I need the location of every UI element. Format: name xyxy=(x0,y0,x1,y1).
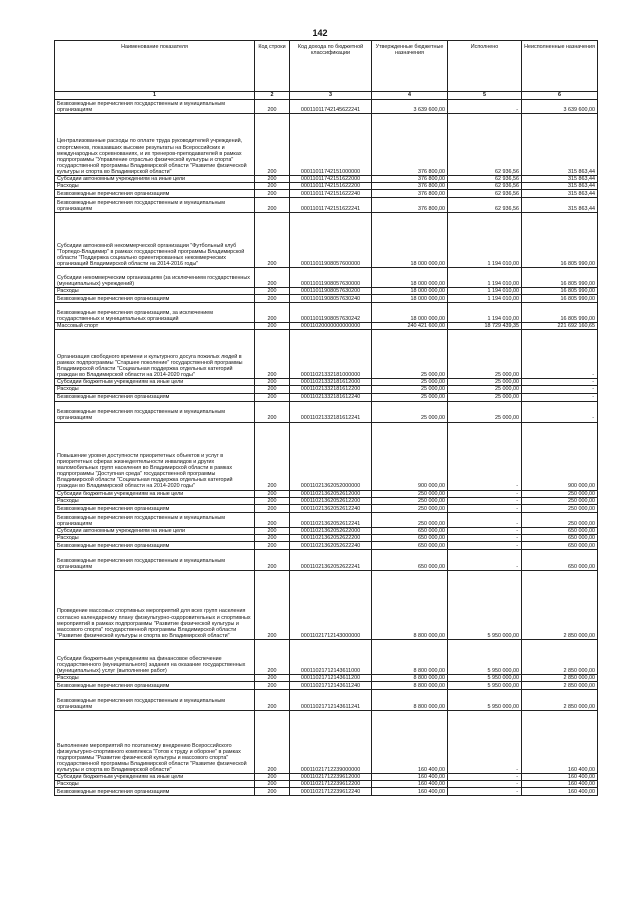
row-unexecuted: 250 000,00 xyxy=(522,490,598,497)
row-approved: 650 000,00 xyxy=(372,534,448,541)
row-income-code: 00011011908057630200 xyxy=(290,288,372,295)
row-unexecuted xyxy=(522,330,598,379)
row-executed: 1 194 010,00 xyxy=(448,213,522,268)
table-row xyxy=(55,639,598,674)
row-executed: 62 936,56 xyxy=(448,176,522,183)
row-executed: 1 194 010,00 xyxy=(448,288,522,295)
row-income-code: 00011011742151000000 xyxy=(290,114,372,176)
row-line-code: 200 xyxy=(255,788,290,796)
row-name: Организация свободного времени и культурного досуга пожилых людей в рамках подпрограммы "Старшее поколение" государственной программы Владимирской области "Социальная поддержка отдельных категорий граждан во Владимирской области на 2014-2020 годы" xyxy=(55,330,255,379)
row-unexecuted: 16 805 990,00 xyxy=(522,268,598,288)
row-line-code: 200 xyxy=(255,198,290,213)
row-executed: 25 000,00 xyxy=(448,386,522,393)
row-unexecuted: 160 400,00 xyxy=(522,781,598,788)
table-row xyxy=(55,386,598,393)
row-income-code: 00011020000000000000 xyxy=(290,323,372,330)
row-approved: 650 000,00 xyxy=(372,549,448,570)
row-executed: 5 950 000,00 xyxy=(448,639,522,674)
row-executed xyxy=(448,541,522,549)
row-unexecuted: 160 400,00 xyxy=(522,788,598,796)
row-unexecuted: 315 863,44 xyxy=(522,183,598,190)
row-line-code: 200 xyxy=(255,176,290,183)
row-approved: 25 000,00 xyxy=(372,401,448,422)
table-row xyxy=(55,512,598,527)
row-line-code: 200 xyxy=(255,497,290,504)
row-approved: 650 000,00 xyxy=(372,527,448,534)
row-unexecuted: 900 000,00 xyxy=(522,422,598,490)
row-approved: 8 800 000,00 xyxy=(372,570,448,639)
table-body xyxy=(55,100,598,796)
row-income-code: 00011021712143611241 xyxy=(290,690,372,711)
row-name: Субсидии бюджетным учреждениям на иные цели xyxy=(55,490,255,497)
row-name: Безвозмездные перечисления государственным и муниципальным организациям xyxy=(55,690,255,711)
row-unexecuted: 2 850 000,00 xyxy=(522,674,598,681)
budget-execution-table xyxy=(54,40,598,796)
row-executed: 18 729 439,35 xyxy=(448,323,522,330)
row-unexecuted xyxy=(522,386,598,393)
row-name: Безвозмездные перечисления организациям, за исключением государственных и муниципальных организаций xyxy=(55,303,255,323)
row-income-code: 00011021362052622200 xyxy=(290,534,372,541)
table-row xyxy=(55,781,598,788)
row-name: Субсидии автономной некоммерческой организации "Футбольный клуб "Торпедо-Владимир" в рамках государственной программы Владимирской области "Поддержка социально ориентированных некоммерческих организаций Владимирской области на 2014-2016 годы" xyxy=(55,213,255,268)
row-line-code: 200 xyxy=(255,711,290,774)
row-line-code: 200 xyxy=(255,323,290,330)
row-approved: 18 000 000,00 xyxy=(372,268,448,288)
table-row xyxy=(55,268,598,288)
row-line-code: 200 xyxy=(255,504,290,512)
row-approved: 160 400,00 xyxy=(372,788,448,796)
row-approved: 8 800 000,00 xyxy=(372,682,448,690)
row-name: Субсидии автономным учреждениям на иные цели xyxy=(55,176,255,183)
row-unexecuted: 2 850 000,00 xyxy=(522,639,598,674)
row-approved: 18 000 000,00 xyxy=(372,288,448,295)
column-number: 6 xyxy=(522,92,598,100)
row-approved: 8 800 000,00 xyxy=(372,674,448,681)
row-name: Повышение уровня доступности приоритетных объектов и услуг в приоритетных сферах жизнедеятельности инвалидов и других маломобильных групп населения во Владимирской области в рамках подпрограммы "Доступная среда" государственной программы Владимирской области "Социальная поддержка отдельных категорий граждан во Владимирской области на 2014-2020 годы" xyxy=(55,422,255,490)
row-unexecuted: 2 850 000,00 xyxy=(522,690,598,711)
row-approved: 250 000,00 xyxy=(372,490,448,497)
row-name: Безвозмездные перечисления организациям xyxy=(55,190,255,198)
row-approved: 376 800,00 xyxy=(372,183,448,190)
table-row xyxy=(55,711,598,774)
table-row xyxy=(55,183,598,190)
column-number: 2 xyxy=(255,92,290,100)
column-number: 4 xyxy=(372,92,448,100)
row-name: Расходы xyxy=(55,497,255,504)
table-row xyxy=(55,379,598,386)
header-line-code: Код строки xyxy=(255,41,290,92)
row-income-code: 00011021332181612240 xyxy=(290,393,372,401)
table-row xyxy=(55,190,598,198)
row-unexecuted xyxy=(522,379,598,386)
column-number-row xyxy=(55,92,598,100)
row-approved: 240 421 600,00 xyxy=(372,323,448,330)
row-unexecuted: 250 000,00 xyxy=(522,497,598,504)
row-executed xyxy=(448,490,522,497)
row-name: Безвозмездные перечисления организациям xyxy=(55,788,255,796)
row-name: Расходы xyxy=(55,288,255,295)
row-approved: 160 400,00 xyxy=(372,774,448,781)
row-income-code: 00011021362052622000 xyxy=(290,527,372,534)
table-row xyxy=(55,176,598,183)
row-line-code: 200 xyxy=(255,303,290,323)
row-name: Безвозмездные перечисления государственным и муниципальным организациям xyxy=(55,198,255,213)
row-approved: 160 400,00 xyxy=(372,711,448,774)
table-row xyxy=(55,295,598,303)
row-name: Безвозмездные перечисления государственным и муниципальным организациям xyxy=(55,549,255,570)
row-approved: 376 800,00 xyxy=(372,190,448,198)
row-line-code: 200 xyxy=(255,674,290,681)
row-executed xyxy=(448,788,522,796)
row-income-code: 00011021362052622241 xyxy=(290,549,372,570)
row-executed xyxy=(448,512,522,527)
row-unexecuted: 250 000,00 xyxy=(522,504,598,512)
row-line-code: 200 xyxy=(255,570,290,639)
table-row xyxy=(55,674,598,681)
row-approved: 25 000,00 xyxy=(372,330,448,379)
row-unexecuted: 221 692 160,65 xyxy=(522,323,598,330)
row-approved: 376 800,00 xyxy=(372,114,448,176)
row-income-code: 00011011742145622241 xyxy=(290,100,372,114)
row-executed: 62 936,56 xyxy=(448,198,522,213)
row-line-code: 200 xyxy=(255,183,290,190)
row-executed: 5 950 000,00 xyxy=(448,570,522,639)
row-name: Расходы xyxy=(55,534,255,541)
row-income-code: 00011021712239612240 xyxy=(290,788,372,796)
row-approved: 25 000,00 xyxy=(372,393,448,401)
row-line-code: 200 xyxy=(255,401,290,422)
row-income-code: 00011021362052612000 xyxy=(290,490,372,497)
row-income-code: 00011011742151622241 xyxy=(290,198,372,213)
row-name: Проведение массовых спортивных мероприятий для всех групп населения согласно календарному плану физкультурно-оздоровительных и спортивных мероприятий в рамках подпрограммы "Развитие физической культуры и массового спорта" государственной программы Владимирской области "Развитие физической культуры и спорта во Владимирской области" xyxy=(55,570,255,639)
row-approved: 250 000,00 xyxy=(372,504,448,512)
page-number: 142 xyxy=(312,28,328,38)
row-unexecuted xyxy=(522,401,598,422)
row-executed xyxy=(448,711,522,774)
row-approved: 18 000 000,00 xyxy=(372,303,448,323)
header-unexecuted: Неисполненные назначения xyxy=(522,41,598,92)
table-row xyxy=(55,527,598,534)
row-line-code: 200 xyxy=(255,639,290,674)
row-name: Субсидии бюджетным учреждениям на иные цели xyxy=(55,379,255,386)
table-row xyxy=(55,401,598,422)
row-income-code: 00011021362052000000 xyxy=(290,422,372,490)
row-income-code: 00011021712239612000 xyxy=(290,774,372,781)
row-unexecuted: 16 805 990,00 xyxy=(522,295,598,303)
row-approved: 18 000 000,00 xyxy=(372,295,448,303)
row-name: Субсидии бюджетным учреждениям на иные цели xyxy=(55,774,255,781)
row-name: Выполнение мероприятий по поэтапному внедрению Всероссийского физкультурно-спортивного комплекса "Готов к труду и обороне" в рамках подпрограммы "Развитие физической культуры и массового спорта" государственной программы Владимирской области "Развитие физической культуры и спорта во Владимирской области" xyxy=(55,711,255,774)
row-approved: 250 000,00 xyxy=(372,497,448,504)
row-line-code: 200 xyxy=(255,100,290,114)
row-name: Расходы xyxy=(55,674,255,681)
row-executed: 25 000,00 xyxy=(448,379,522,386)
row-income-code: 00011011742151622240 xyxy=(290,190,372,198)
row-income-code: 00011011742151622200 xyxy=(290,183,372,190)
row-income-code: 00011011742151622000 xyxy=(290,176,372,183)
row-line-code: 200 xyxy=(255,190,290,198)
table-row xyxy=(55,303,598,323)
row-income-code: 00011021332181612000 xyxy=(290,379,372,386)
table-row xyxy=(55,774,598,781)
column-number: 5 xyxy=(448,92,522,100)
row-unexecuted: 650 000,00 xyxy=(522,534,598,541)
row-executed: 25 000,00 xyxy=(448,393,522,401)
table-header-row xyxy=(55,41,598,92)
row-income-code: 00011021712143611200 xyxy=(290,674,372,681)
row-line-code: 200 xyxy=(255,541,290,549)
row-unexecuted: 160 400,00 xyxy=(522,711,598,774)
table-row xyxy=(55,682,598,690)
row-approved: 8 800 000,00 xyxy=(372,639,448,674)
row-executed xyxy=(448,774,522,781)
row-executed xyxy=(448,549,522,570)
row-income-code: 00011021712239612200 xyxy=(290,781,372,788)
row-unexecuted xyxy=(522,393,598,401)
row-approved: 18 000 000,00 xyxy=(372,213,448,268)
row-approved: 160 400,00 xyxy=(372,781,448,788)
row-line-code: 200 xyxy=(255,288,290,295)
row-unexecuted: 3 639 600,00 xyxy=(522,100,598,114)
row-income-code: 00011021712143611000 xyxy=(290,639,372,674)
row-unexecuted: 315 863,44 xyxy=(522,190,598,198)
row-executed xyxy=(448,781,522,788)
row-income-code: 00011011908057600000 xyxy=(290,213,372,268)
row-executed xyxy=(448,504,522,512)
row-executed: 25 000,00 xyxy=(448,330,522,379)
table-row xyxy=(55,422,598,490)
row-name: Массовый спорт xyxy=(55,323,255,330)
row-line-code: 200 xyxy=(255,690,290,711)
row-executed xyxy=(448,497,522,504)
row-executed xyxy=(448,422,522,490)
row-approved: 8 800 000,00 xyxy=(372,690,448,711)
table-row xyxy=(55,541,598,549)
row-name: Безвозмездные перечисления организациям xyxy=(55,541,255,549)
row-unexecuted: 16 805 990,00 xyxy=(522,288,598,295)
row-executed: 62 936,56 xyxy=(448,114,522,176)
row-name: Субсидии бюджетным учреждениям на финансовое обеспечение государственного (муниципального) задания на оказание государственных (муниципальных) услуг (выполнение работ) xyxy=(55,639,255,674)
header-income-code: Код дохода по бюджетной классификации xyxy=(290,41,372,92)
row-executed: 25 000,00 xyxy=(448,401,522,422)
row-income-code: 00011021332181612241 xyxy=(290,401,372,422)
row-income-code: 00011021362052612241 xyxy=(290,512,372,527)
row-unexecuted: 650 000,00 xyxy=(522,549,598,570)
table-row xyxy=(55,570,598,639)
row-line-code: 200 xyxy=(255,512,290,527)
row-line-code: 200 xyxy=(255,393,290,401)
row-income-code: 00011021712143000000 xyxy=(290,570,372,639)
row-unexecuted: 2 850 000,00 xyxy=(522,570,598,639)
row-unexecuted: 250 000,00 xyxy=(522,512,598,527)
row-income-code: 00011011908057630240 xyxy=(290,295,372,303)
table-row xyxy=(55,504,598,512)
table-row xyxy=(55,490,598,497)
row-executed: 5 950 000,00 xyxy=(448,690,522,711)
row-unexecuted: 2 850 000,00 xyxy=(522,682,598,690)
row-executed: 1 194 010,00 xyxy=(448,295,522,303)
row-line-code: 200 xyxy=(255,490,290,497)
row-line-code: 200 xyxy=(255,422,290,490)
row-unexecuted: 315 863,44 xyxy=(522,176,598,183)
row-executed: 62 936,56 xyxy=(448,190,522,198)
row-unexecuted: 315 863,44 xyxy=(522,114,598,176)
row-executed: 5 950 000,00 xyxy=(448,674,522,681)
row-approved: 3 639 600,00 xyxy=(372,100,448,114)
row-line-code: 200 xyxy=(255,386,290,393)
column-number: 3 xyxy=(290,92,372,100)
header-approved: Утвержденные бюджетные назначения xyxy=(372,41,448,92)
table-row xyxy=(55,534,598,541)
table-row xyxy=(55,288,598,295)
table-row xyxy=(55,690,598,711)
row-name: Безвозмездные перечисления государственным и муниципальным организациям xyxy=(55,100,255,114)
row-executed: 5 950 000,00 xyxy=(448,682,522,690)
row-unexecuted: 160 400,00 xyxy=(522,774,598,781)
row-approved: 250 000,00 xyxy=(372,512,448,527)
row-income-code: 00011021332181000000 xyxy=(290,330,372,379)
row-approved: 900 000,00 xyxy=(372,422,448,490)
row-income-code: 00011021362052612240 xyxy=(290,504,372,512)
row-unexecuted: 650 000,00 xyxy=(522,527,598,534)
row-unexecuted: 650 000,00 xyxy=(522,541,598,549)
row-line-code: 200 xyxy=(255,549,290,570)
table-row xyxy=(55,549,598,570)
row-name: Расходы xyxy=(55,386,255,393)
row-name: Субсидии автономным учреждениям на иные цели xyxy=(55,527,255,534)
row-name: Централизованные расходы по оплате труда руководителей учреждений, спортсменов, показавших высокие результаты на Всероссийских и международных соревнованиях, и их тренеров-преподавателей в рамках подпрограммы "Управление отраслью физической культуры и спорта" государственной программы Владимирской области "Развитие физической культуры и спорта во Владимирской области" xyxy=(55,114,255,176)
header-name: Наименование показателя xyxy=(55,41,255,92)
column-number: 1 xyxy=(55,92,255,100)
row-approved: 25 000,00 xyxy=(372,386,448,393)
row-line-code: 200 xyxy=(255,527,290,534)
table-row xyxy=(55,330,598,379)
row-line-code: 200 xyxy=(255,774,290,781)
row-name: Безвозмездные перечисления организациям xyxy=(55,504,255,512)
table-row xyxy=(55,100,598,114)
row-executed xyxy=(448,100,522,114)
row-income-code: 00011021712143611240 xyxy=(290,682,372,690)
row-name: Безвозмездные перечисления организациям xyxy=(55,393,255,401)
row-line-code: 200 xyxy=(255,534,290,541)
row-name: Безвозмездные перечисления государственным и муниципальным организациям xyxy=(55,401,255,422)
row-line-code: 200 xyxy=(255,682,290,690)
row-name: Расходы xyxy=(55,781,255,788)
row-approved: 650 000,00 xyxy=(372,541,448,549)
row-approved: 376 800,00 xyxy=(372,176,448,183)
table-row xyxy=(55,788,598,796)
row-income-code: 00011021362052622240 xyxy=(290,541,372,549)
row-unexecuted: 315 863,44 xyxy=(522,198,598,213)
row-income-code: 00011021712239000000 xyxy=(290,711,372,774)
header-executed: Исполнено xyxy=(448,41,522,92)
row-line-code: 200 xyxy=(255,781,290,788)
table-row xyxy=(55,323,598,330)
table-row xyxy=(55,198,598,213)
row-executed: 1 194 010,00 xyxy=(448,268,522,288)
table-row xyxy=(55,213,598,268)
row-line-code: 200 xyxy=(255,330,290,379)
row-name: Безвозмездные перечисления организациям xyxy=(55,682,255,690)
row-income-code: 00011021362052612200 xyxy=(290,497,372,504)
row-income-code: 00011021332181612200 xyxy=(290,386,372,393)
row-name: Расходы xyxy=(55,183,255,190)
row-line-code: 200 xyxy=(255,379,290,386)
row-executed: 62 936,56 xyxy=(448,183,522,190)
row-name: Безвозмездные перечисления организациям xyxy=(55,295,255,303)
row-approved: 376 800,00 xyxy=(372,198,448,213)
table-row xyxy=(55,393,598,401)
row-executed xyxy=(448,534,522,541)
row-income-code: 00011011908057630000 xyxy=(290,268,372,288)
row-unexecuted: 16 805 990,00 xyxy=(522,303,598,323)
row-income-code: 00011011908057630242 xyxy=(290,303,372,323)
row-line-code: 200 xyxy=(255,268,290,288)
row-approved: 25 000,00 xyxy=(372,379,448,386)
row-executed: 1 194 010,00 xyxy=(448,303,522,323)
row-line-code: 200 xyxy=(255,114,290,176)
row-name: Субсидии некоммерческим организациям (за исключением государственных (муниципальных) учреждений) xyxy=(55,268,255,288)
row-executed xyxy=(448,527,522,534)
row-line-code: 200 xyxy=(255,295,290,303)
row-name: Безвозмездные перечисления государственным и муниципальным организациям xyxy=(55,512,255,527)
row-unexecuted: 16 805 990,00 xyxy=(522,213,598,268)
table-row xyxy=(55,497,598,504)
table-row xyxy=(55,114,598,176)
row-line-code: 200 xyxy=(255,213,290,268)
